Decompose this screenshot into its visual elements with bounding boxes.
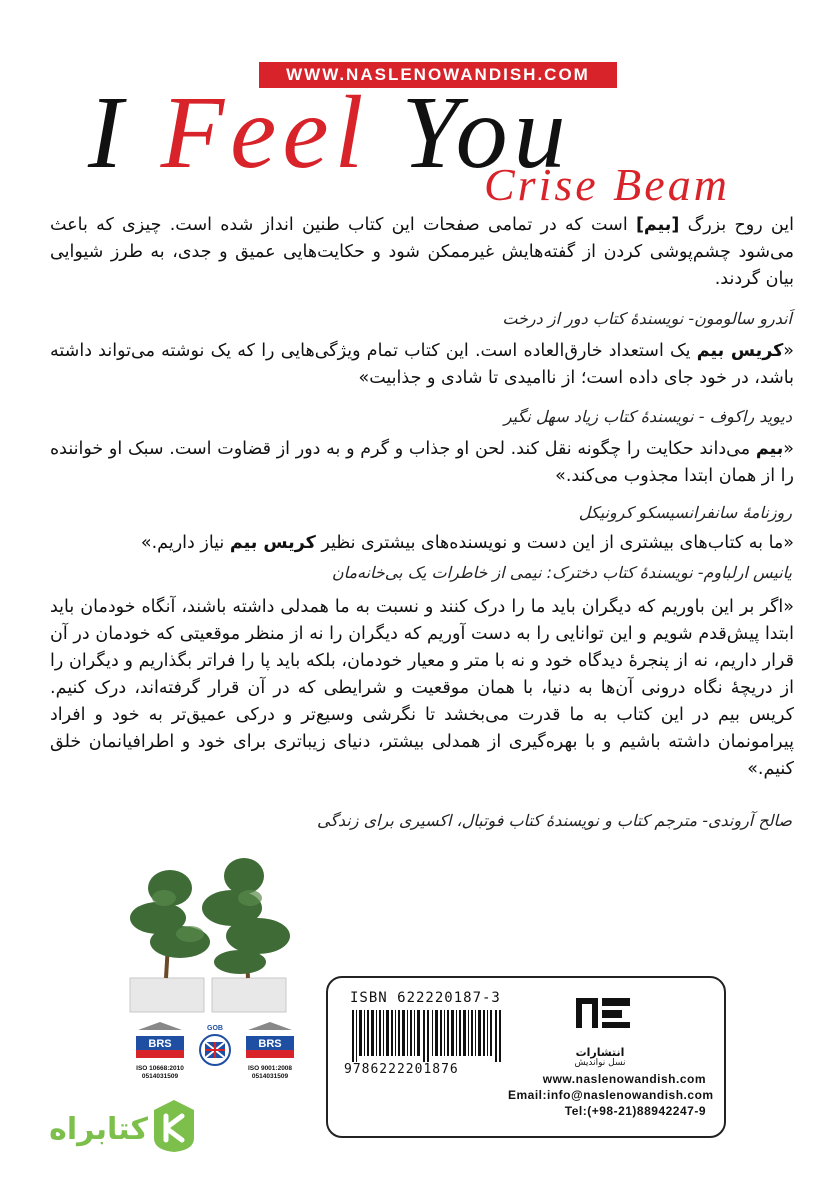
publisher-name: نسل نواندیش: [574, 1058, 626, 1068]
svg-text:0514031509: 0514031509: [251, 1073, 289, 1080]
quote-1-text-b: است که در تمامی صفحات این کتاب طنین انداز شده است. چیزی که باعث می‌شود چشم‌پوشی کردن از گفته‌هایش غیرممکن شود و حکایت‌هایی عمیق و جدی، به طرز شیوایی بیان گردند.: [50, 215, 794, 289]
title-word-you: You: [401, 75, 572, 190]
quote-1-source: اَندرو سالومون- نویسندهٔ کتاب دور از درخت: [502, 309, 792, 328]
publisher-label: انتشارات: [575, 1046, 625, 1059]
title-word-i: I: [88, 75, 129, 190]
quote-2: [50, 338, 794, 392]
publisher-website: www.naslenowandish.com: [542, 1072, 706, 1086]
quote-1: [50, 212, 794, 293]
ketabrah-watermark-text: کتابراه: [49, 1112, 148, 1147]
brs-logo-left: [136, 1022, 184, 1080]
quote-4-text-b: نیاز داریم.»: [140, 533, 230, 553]
quote-5-text: «اگر بر این باوریم که دیگران باید ما را درک کنند و نسبت به ما همدلی داشته باشند، آنگاه خودمان باید ابتدا پیش‌قدم شویم و این توانایی را به دست آوریم که دیگران را نه از منظر موقعیتی که خودمان در آن قرار داریم، نه از پنجرهٔ دیدگاه خود و نه با متر و معیار خودمان، بلکه باید پا را فراتر بگذاریم و دیگران را از دریچهٔ نگاه درونی آن‌ها به دنیا، با همان موقعیت و شرایطی که در آن قرار گرفته‌اند، درک کنیم. کریس بیم در این کتاب به ما قدرت می‌بخشد تا نگرشی وسیع‌تر و درکی عمیق‌تر به خود و افراد پیرامونمان داشته باشیم و با بهره‌گیری از همدلی بیشتر، دنیای زیباتری برای خود و اطرافیانمان خلق کنیم.»: [50, 597, 794, 779]
bonsai-trees-image: [120, 838, 300, 1018]
brs-logo-right: [246, 1022, 294, 1080]
publisher-email: Email:info@naslenowandish.com: [508, 1088, 714, 1102]
title-word-feel: Feel: [160, 75, 370, 190]
quote-2-emphasis: کریس بیم: [696, 341, 784, 361]
svg-text:BRS: BRS: [258, 1038, 282, 1050]
quote-5: [50, 594, 794, 783]
quote-2-source: دیوید راکوف - نویسندهٔ کتاب زیاد سهل نگیر: [503, 407, 792, 426]
quote-3-emphasis: بیم: [755, 439, 784, 459]
quote-4-emphasis: کریس بیم: [229, 533, 316, 553]
publisher-logo-icon: [572, 996, 634, 1036]
svg-text:GOB: GOB: [207, 1025, 223, 1032]
certification-logos: [130, 1020, 300, 1092]
quote-3: [50, 436, 794, 490]
website-banner: WWW.NASLENOWANDISH.COM: [259, 62, 617, 88]
barcode-image: [350, 1010, 502, 1062]
svg-text:BRS: BRS: [148, 1038, 172, 1050]
author-name: Crise Beam: [484, 159, 730, 210]
svg-text:ISO 10668:2010: ISO 10668:2010: [136, 1065, 184, 1072]
barcode-number: 9786222201876: [344, 1062, 459, 1077]
quote-4: [50, 530, 794, 557]
quote-4-source: یانیس ارلباوم- نویسندهٔ کتاب دخترک: نیمی از خاطرات یک بی‌خانه‌مان: [331, 563, 792, 582]
quote-1-text-a: این روح بزرگ: [679, 215, 794, 235]
gob-logo-center: [200, 1025, 230, 1065]
svg-text:0514031509: 0514031509: [141, 1073, 179, 1080]
svg-text:ISO 9001:2008: ISO 9001:2008: [247, 1065, 293, 1072]
ketabrah-logo-icon: [150, 1098, 198, 1154]
quote-2-text-b: یک استعداد خارق‌العاده است. این کتاب تمام ویژگی‌هایی را که یک نوشته می‌تواند داشته باشد، در خود جای داده است؛ از ناامیدی تا شادی و جذابیت»: [50, 341, 794, 388]
quote-3-source: روزنامهٔ سانفرانسیسکو کرونیکل: [578, 503, 792, 522]
quote-1-emphasis: [بیم]: [635, 215, 680, 235]
publisher-phone: Tel:(+98-21)88942247-9: [564, 1104, 706, 1118]
quote-4-text-a: «ما به کتاب‌های بیشتری از این دست و نویسنده‌های بیشتری نظیر: [315, 533, 794, 553]
isbn-label: ISBN 622220187-3: [350, 990, 501, 1006]
quote-3-text-a: «: [783, 439, 794, 459]
quote-3-text-b: می‌داند حکایت را چگونه نقل کند. لحن او جذاب و گرم و به دور از قضاوت است. سبک او خواننده را از همان ابتدا مجذوب می‌کند.»: [50, 439, 794, 486]
quote-5-source: صالح آروندی- مترجم کتاب و نویسندهٔ کتاب فوتبال، اکسیری برای زندگی: [316, 811, 792, 830]
quote-2-text-a: «: [783, 341, 794, 361]
